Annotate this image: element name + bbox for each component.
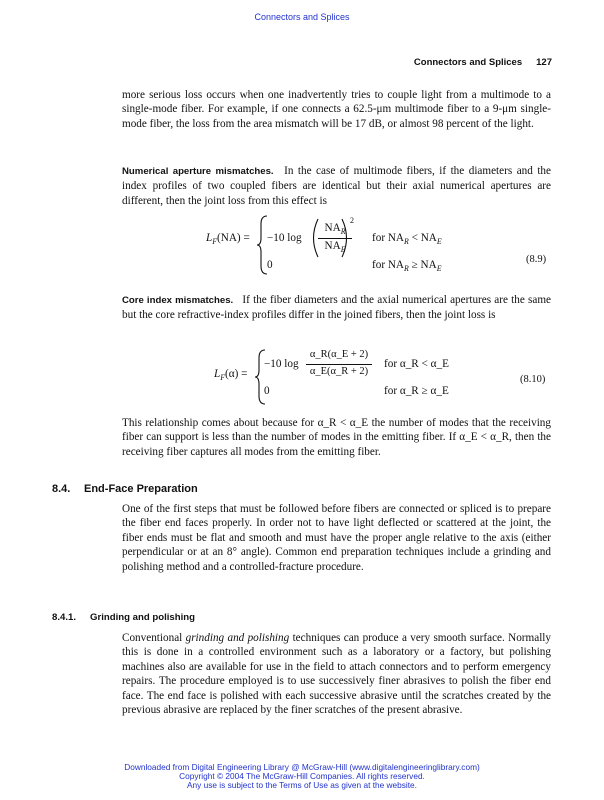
- na-mismatch-paragraph: [122, 164, 551, 208]
- eq-8-9-zero: 0: [267, 259, 273, 271]
- eq-8-9-term: −10 log: [267, 232, 302, 244]
- eq-8-10-condition-1: for α_R < α_E: [384, 358, 449, 370]
- intro-paragraph: more serious loss occurs when one inadvertently tries to couple light from a multimode to a single-mode fiber. For example, if one connects a 62.5-μm multimode fiber to a 9-μm single-mode fiber, the loss from the area mismatch will be 17 dB, or almost 98 percent of the light.: [122, 89, 551, 130]
- section-8-4-paragraph: One of the first steps that must be followed before fibers are connected or spliced is to prepare the fiber end faces properly. In order not to have light deflected or scattered at the joint, the fiber ends must be flat and smooth and must have the proper angle relative to the axis (either perpendicular or at an 8° angle). Common end preparation techniques include a grinding and polishing method and a controlled-fracture procedure.: [122, 503, 551, 573]
- core-index-text: If the fiber diameters and the axial numerical apertures are the same but the core refractive-index profiles differ in the joined fibers, then the joint loss is: [122, 294, 552, 322]
- eq-8-9-power: 2: [350, 216, 354, 225]
- eq-8-10-numerator: α_R(α_E + 2): [309, 349, 369, 360]
- eq-8-10-brace: [255, 348, 267, 406]
- eq-8-9-denominator: $NA_E$: [324, 240, 346, 255]
- footer-line-3[interactable]: Any use is subject to the Terms of Use as given at the website.: [187, 780, 417, 791]
- section-8-4-heading: [52, 483, 198, 495]
- eq-8-9-number: (8.9): [526, 254, 547, 265]
- eq-8-10-condition-2: for α_R ≥ α_E: [384, 385, 449, 397]
- core-index-heading: Core index mismatches.: [122, 295, 234, 306]
- eq-8-9-condition-2: for $NA_R \ge NA_E$: [372, 259, 442, 274]
- na-mismatch-heading: Numerical aperture mismatches.: [122, 166, 274, 177]
- eq-8-9-condition-1: for $NA_R < NA_E$: [372, 232, 442, 247]
- section-8-4-1-heading: [52, 612, 195, 623]
- na-mismatch-text: In the case of multimode fibers, if the diameters and the index profiles of two coupled fibers are identical but their axial numerical apertures are different, then the joint loss from this effect is: [122, 165, 551, 207]
- footer: [0, 763, 604, 791]
- eq-8-9-numerator: $NA_R$: [324, 222, 346, 237]
- section-8-4-title: End-Face Preparation: [84, 483, 198, 495]
- section-8-4-1-number: 8.4.1.: [52, 612, 77, 623]
- running-header: [414, 57, 552, 68]
- footer-line-1[interactable]: Downloaded from Digital Engineering Library @ McGraw-Hill (www.digitalengineeringlibrary.com): [124, 762, 480, 772]
- page-number: 127: [536, 57, 552, 68]
- eq-8-10-number: (8.10): [520, 374, 546, 385]
- section-8-4-1-title: Grinding and polishing: [90, 612, 195, 623]
- eq-8-10-zero: 0: [264, 385, 270, 397]
- footer-line-2: Copyright © 2004 The McGraw-Hill Companies. All rights reserved.: [179, 771, 425, 782]
- section-8-4-number: 8.4.: [52, 483, 71, 495]
- section-8-4-1-paragraph: Conventional grinding and polishing techniques can produce a very smooth surface. Normally this is done in a controlled environment such as a laboratory or a factory, but polishing machines also are available for use in the field to attach connectors and to perform emergency repairs. The procedure employed is to use successively finer abrasives to polish the fiber end face. The end face is polished with each successive abrasive until the scratches created by the previous abrasive are replaced by the finer scratches of the present abrasive.: [122, 632, 552, 717]
- relation-paragraph: This relationship comes about because for α_R < α_E the number of modes that the receiving fiber can support is less than the number of modes in the emitting fiber. If α_E < α_R, then the receiving fiber captures all modes from the emitting fiber.: [122, 417, 551, 458]
- top-link[interactable]: Connectors and Splices: [254, 12, 350, 22]
- core-index-paragraph: [122, 293, 551, 323]
- eq-8-10-term: −10 log: [264, 358, 299, 370]
- running-header-title: Connectors and Splices: [413, 57, 523, 68]
- eq-8-10-lhs: $L_F(\alpha)$ =: [214, 368, 248, 383]
- eq-8-9-lhs: $L_F(NA)$ =: [206, 232, 250, 247]
- eq-8-10-denominator: α_E(α_R + 2): [309, 366, 369, 377]
- eq-8-10-fraction-bar: [306, 364, 372, 365]
